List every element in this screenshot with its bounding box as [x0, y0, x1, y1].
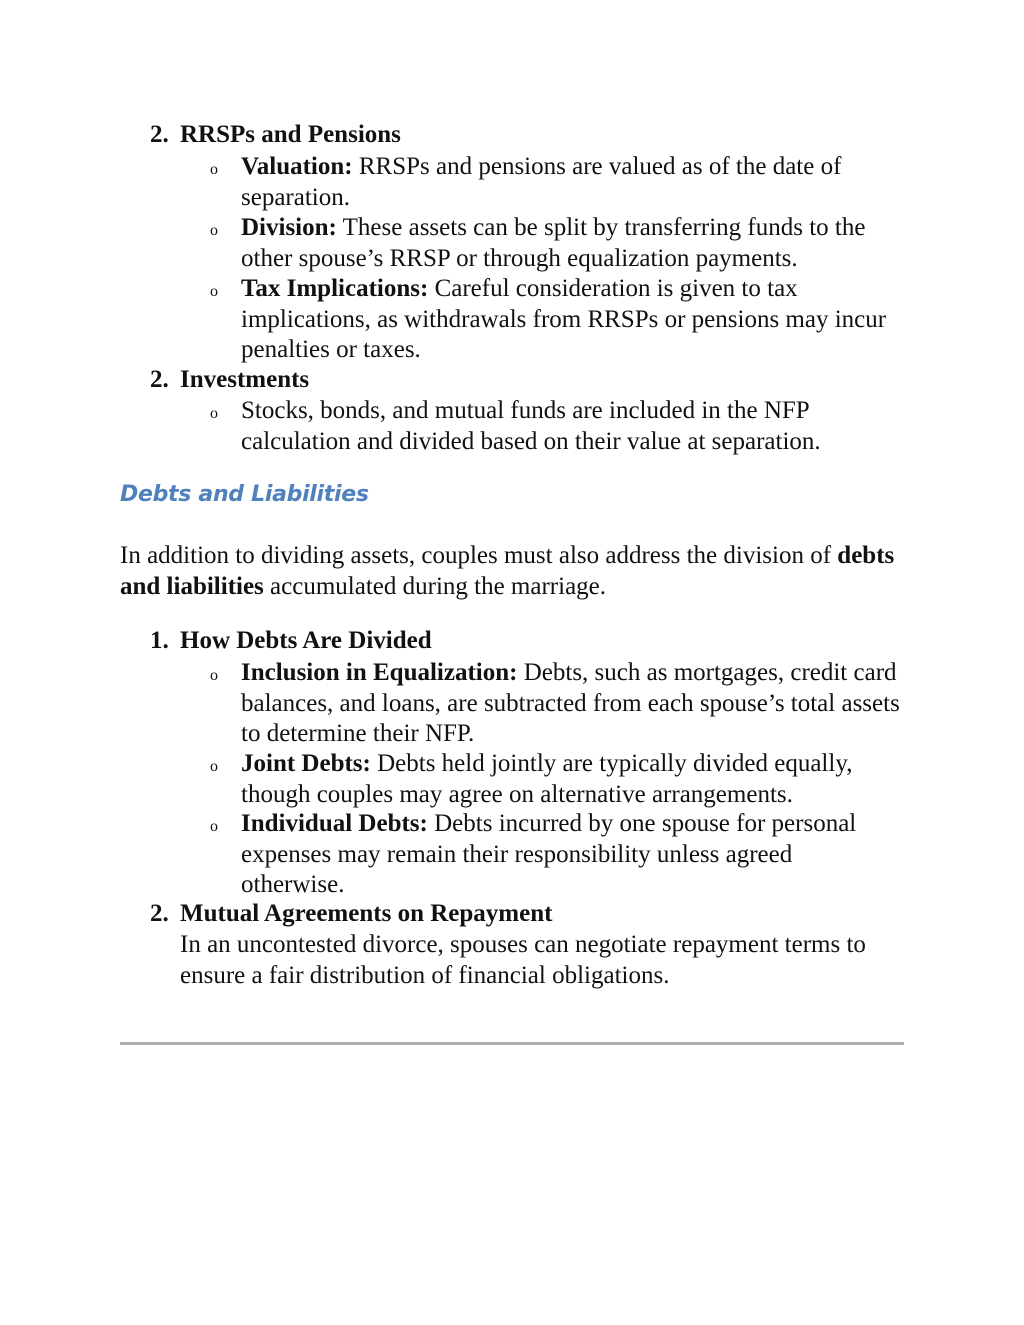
bullet-label: Division: — [241, 214, 337, 241]
bullet-tax-implications — [241, 274, 901, 366]
list-item-investments — [150, 365, 309, 395]
bullet-body: These assets can be split by transferring funds to the other spouse’s RRSP or through equalization payments. — [241, 214, 866, 272]
horizontal-divider — [120, 1042, 904, 1045]
bullet-inclusion-equalization — [241, 658, 901, 750]
bullet-marker: o — [210, 222, 218, 239]
list-number: 2. — [150, 366, 169, 393]
bullet-marker: o — [210, 283, 218, 300]
bullet-body: Stocks, bonds, and mutual funds are included in the NFP calculation and divided based on their value at separation. — [241, 397, 821, 455]
bullet-investments — [241, 396, 881, 457]
list-item-mutual-agreements — [150, 899, 552, 929]
bullet-joint-debts — [241, 749, 901, 810]
bullet-body: Debts held jointly are typically divided equally, though couples may agree on alternative arrangements. — [241, 750, 853, 808]
list-item-title: How Debts Are Divided — [180, 627, 432, 654]
bullet-label: Valuation: — [241, 153, 353, 180]
bullet-marker: o — [210, 405, 218, 422]
bullet-division — [241, 213, 901, 274]
list-item-how-debts-divided — [150, 626, 432, 656]
bullet-label: Tax Implications: — [241, 275, 429, 302]
bullet-marker: o — [210, 667, 218, 684]
bullet-label: Individual Debts: — [241, 810, 428, 837]
debts-intro-paragraph — [120, 540, 910, 602]
intro-text: In addition to dividing assets, couples must also address the division of — [120, 542, 838, 569]
list-number: 2. — [150, 121, 169, 148]
intro-bold-text: debts and liabilities — [120, 542, 895, 600]
bullet-label: Joint Debts: — [241, 750, 371, 777]
list-number: 1. — [150, 627, 169, 654]
bullet-individual-debts — [241, 809, 901, 901]
list-item-title: Investments — [180, 366, 310, 393]
list-number: 2. — [150, 900, 169, 927]
bullet-body: Careful consideration is given to tax implications, as withdrawals from RRSPs or pensions may incur penalties or taxes. — [241, 275, 887, 363]
list-item-title: RRSPs and Pensions — [180, 121, 401, 148]
bullet-body: Debts incurred by one spouse for personal expenses may remain their responsibility unless agreed otherwise. — [241, 810, 857, 898]
list-item-title: Mutual Agreements on Repayment — [180, 900, 553, 927]
list-item-rrsps-pensions — [150, 120, 401, 150]
bullet-marker: o — [210, 818, 218, 835]
bullet-body: RRSPs and pensions are valued as of the date of separation. — [241, 153, 842, 211]
intro-text-end: accumulated during the marriage. — [263, 573, 607, 600]
bullet-label: Inclusion in Equalization: — [241, 659, 518, 686]
bullet-marker: o — [210, 758, 218, 775]
section-heading: Debts and Liabilities — [120, 482, 369, 507]
bullet-body: Debts, such as mortgages, credit card balances, and loans, are subtracted from each spouse’s total assets to determine their NFP. — [241, 659, 900, 747]
bullet-marker: o — [210, 161, 218, 178]
bullet-valuation — [241, 152, 901, 213]
mutual-agreements-text: In an uncontested divorce, spouses can negotiate repayment terms to ensure a fair distribution of financial obligations. — [180, 931, 866, 989]
